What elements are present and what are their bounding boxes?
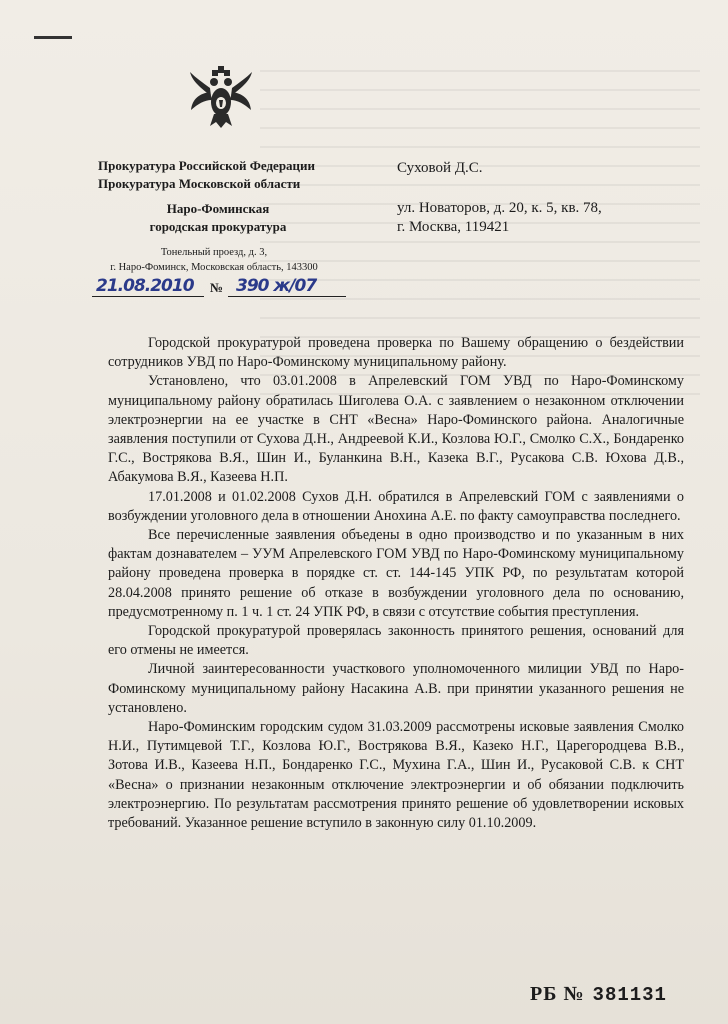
org-line-1: Прокуратура Российской Федерации (98, 158, 316, 173)
paragraph-2: Установлено, что 03.01.2008 в Апрелевский ГОМ УВД по Наро-Фоминскому муниципальному району обратилась Шиголева О.А. с заявлением о незаконном отключении электроэнергии на ее участке в СНТ «Весна» Наро-Фоминского района. Аналогичные заявления поступили от Сухова Д.Н., Андреевой К.И., Козлова Ю.Г., Смолко С.Х., Бондаренко Г.С., Вострякова В.Я., Шин И., Буланкина В.Н., Казека В.Г., Русакова С.В. Юхова Д.В., Абакумова В.Я., Казеева Н.П. (108, 373, 684, 486)
handwritten-date: 21.08.2010 (96, 276, 194, 296)
org-line-2: Прокуратура Московской области (98, 176, 301, 191)
recipient-address (397, 199, 602, 237)
prosecutor-office-heading (98, 157, 346, 193)
office-address-line-2: г. Наро-Фоминск, Московская область, 143300 (110, 262, 318, 273)
serial-series: РБ № (530, 983, 585, 1005)
recipient-address-line-1: ул. Новаторов, д. 20, к. 5, кв. 78, (397, 200, 602, 216)
serial-number: 381131 (592, 984, 667, 1006)
recipient-address-line-2: г. Москва, 119421 (397, 219, 510, 235)
office-address (90, 245, 338, 275)
office-line-2: городская прокуратура (149, 219, 287, 234)
office-line-1: Наро-Фоминская (166, 201, 270, 216)
form-serial (530, 983, 667, 1006)
paragraph-3: 17.01.2008 и 01.02.2008 Сухов Д.Н. обратился в Апрелевский ГОМ с заявлениями о возбуждении уголовного дела в отношении Анохина А.Е. по факту самоуправства последнего. (108, 488, 684, 524)
handwritten-number: 390 ж/07 (236, 276, 317, 296)
paragraph-1: Городской прокуратурой проведена проверка по Вашему обращению о бездействии сотрудников УВД по Наро-Фоминскому муниципальному району. (108, 335, 684, 371)
number-underline (228, 296, 346, 297)
date-underline (92, 296, 204, 297)
double-headed-eagle-emblem-icon (188, 66, 254, 130)
paragraph-5: Городской прокуратурой проверялась законность принятого решения, оснований для его отмены не имеется. (108, 623, 684, 659)
recipient-name: Суховой Д.С. (397, 160, 483, 176)
city-office-heading (98, 200, 338, 236)
number-sign: № (210, 280, 224, 295)
paragraph-4: Все перечисленные заявления объедены в одно производство и по указанным в них фактам дознавателем – УУМ Апрелевского ГОМ УВД по Наро-Фоминскому муниципальному району проведена проверка в порядке ст. ст. 144-145 УПК РФ, по результатам которой 28.04.2008 принято решение об отказе в возбуждении уголовного дела по основанию, предусмотренному п. 1 ч. 1 ст. 24 УПК РФ, в связи с отсутствие события преступления. (108, 527, 684, 620)
paragraph-6: Личной заинтересованности участкового уполномоченного милиции УВД по Наро-Фоминскому муниципальному району Насакина А.В. при принятии указанного решения не установлено. (108, 661, 684, 716)
office-address-line-1: Тонельный проезд, д. 3, (160, 247, 268, 258)
paragraph-7: Наро-Фоминским городским судом 31.03.2009 рассмотрены исковые заявления Смолко Н.И., Путимцевой Т.Г., Козлова Ю.Г., Вострякова В.Я., Казеко Н.Г., Царегородцева В.В., Зотова И.В., Казеева Н.П., Бондаренко Г.С., Мухина Г.А., Шин И., Русаковой С.В. к СНТ «Весна» о признании незаконным отключение электроэнергии и об обязании подключить электроэнергию. По результатам рассмотрения принято решение об удовлетворении исковых требований. Указанное решение вступило в законную силу 01.10.2009. (108, 719, 684, 832)
corner-dash (34, 36, 72, 39)
letter-body (108, 334, 684, 833)
